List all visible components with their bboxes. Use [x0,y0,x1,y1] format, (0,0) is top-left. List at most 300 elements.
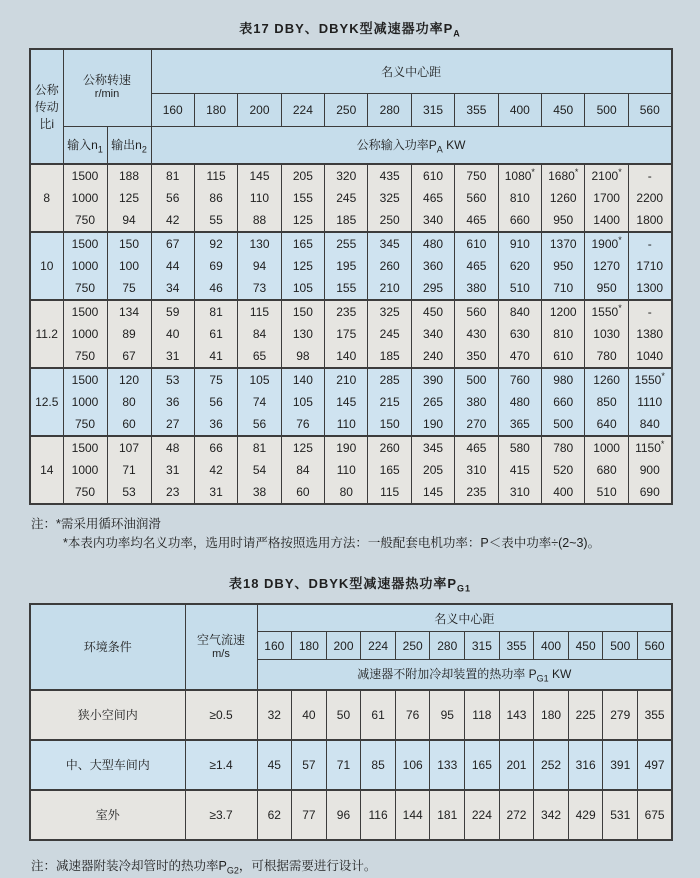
cell-line: 94 [252,258,267,273]
cell-line: 53 [166,372,180,387]
cell-line: 270 [466,416,487,431]
thermal-power-value: 272 [499,790,534,840]
cell-line: 31 [209,484,223,499]
cell-line: 185 [379,348,400,363]
cell-line: 115 [380,484,400,499]
power-value-cell [325,232,368,300]
thermal-power-value: 77 [292,790,327,840]
cell-line: 185 [336,212,357,227]
thermal-power-subheader: 减速器不附加冷却装置的热功率 $P_{G1}$ KW [257,660,672,690]
cell-line: 435 [379,168,400,183]
cell-line: 380 [466,280,487,295]
cell-line: 265 [423,394,444,409]
cell-line: 36 [166,394,180,409]
cell-line: 53 [122,484,136,499]
cell-line: - [647,236,652,251]
cell-line: 150 [379,416,400,431]
power-value-cell [455,436,498,504]
power-value-cell [194,164,237,232]
power-value-cell [455,368,498,436]
cell-line: 510 [596,484,617,499]
environment-row [30,790,672,840]
cell-line: 125 [292,212,313,227]
cell-line: - [647,304,652,319]
thermal-power-table [29,603,673,841]
ratio-group-row [30,368,672,436]
power-value-cell [628,232,671,300]
cell-line: 750 [74,280,96,295]
ratio-header: 公称传动比i [30,49,63,164]
cell-line: 465 [466,258,487,273]
cell-line: 41 [209,348,223,363]
cell-line: 680 [596,462,617,477]
thermal-power-value: 675 [638,790,673,840]
cell-line: 44 [166,258,180,273]
cell-line: 780 [553,440,574,455]
cell-line: 245 [336,190,357,205]
cell-line: 145 [336,394,357,409]
air-speed-label: 空气流速 [196,632,245,647]
thermal-power-value: 342 [534,790,569,840]
cell-line: 1080* [504,166,535,183]
cell-line: 150 [292,304,313,319]
output-speed-cell [107,300,151,368]
cell-line: 75 [209,372,223,387]
output-speed-cell [107,164,151,232]
cell-line: 1110 [637,394,663,409]
center-distance-col: 250 [395,632,430,660]
cell-line: 145 [249,168,270,183]
cell-line: 1260 [549,190,577,205]
cell-line: 195 [336,258,357,273]
cell-line: 350 [466,348,487,363]
air-speed-value: ≥1.4 [185,740,257,790]
thermal-power-value: 143 [499,690,534,740]
thermal-power-value: 61 [361,690,396,740]
power-value-cell [628,164,671,232]
cell-line: 115 [206,168,226,183]
thermal-power-value: 85 [361,740,396,790]
cell-line: 105 [292,394,313,409]
cell-line: 84 [252,326,267,341]
thermal-power-value: 201 [499,740,534,790]
power-value-cell [194,436,237,504]
cell-line: 320 [336,168,357,183]
output-speed-cell [107,232,151,300]
nominal-input-power-header: 公称输入功率$P_A$ KW [151,127,672,164]
cell-line: 23 [166,484,180,499]
cell-line: 710 [553,280,574,295]
cell-line: 125 [292,440,313,455]
cell-line: 240 [423,348,444,363]
center-distance-col: 560 [638,632,673,660]
power-value-cell [498,164,541,232]
cell-line: 260 [379,440,400,455]
power-value-cell [151,300,194,368]
thermal-power-value: 165 [465,740,500,790]
cell-line: 74 [252,394,267,409]
ratio-group-row [30,232,672,300]
cell-line: 145 [423,484,444,499]
cell-line: 115 [249,304,270,319]
cell-line: 480 [509,394,530,409]
cell-line: 140 [336,348,357,363]
air-speed-value: ≥0.5 [185,690,257,740]
table17-note-line2: *本表内功率均名义功率，选用时请严格按照选用方法：一般配套电机功率：P＜表中功率÷(2~3)。 [63,535,601,550]
cell-line: 840 [639,416,660,431]
thermal-power-value: 76 [395,690,430,740]
cell-line: 1000 [71,462,99,477]
thermal-power-value: 224 [465,790,500,840]
power-value-cell [238,232,281,300]
cell-line: 910 [509,236,530,251]
power-value-cell [628,300,671,368]
center-distance-header: 名义中心距 [151,49,672,94]
power-value-cell [151,436,194,504]
cell-line: 1000 [71,394,99,409]
power-value-cell [411,164,454,232]
cell-line: 86 [209,190,223,205]
cell-line: 750 [74,212,96,227]
cell-line: 245 [379,326,400,341]
cell-line: 285 [379,372,400,387]
thermal-power-value: 118 [465,690,500,740]
cell-line: 59 [166,304,180,319]
cell-line: 900 [639,462,660,477]
power-value-cell [585,232,628,300]
cell-line: 31 [166,462,180,477]
thermal-power-value: 252 [534,740,569,790]
cell-line: 465 [466,212,487,227]
cell-line: 950 [596,280,617,295]
cell-line: 1200 [549,304,577,319]
cell-line: 46 [209,280,223,295]
cell-line: 210 [336,372,357,387]
cell-line: 80 [122,394,136,409]
cell-line: 1680* [548,166,579,183]
cell-line: 31 [166,348,180,363]
cell-line: 1500 [71,372,99,387]
thermal-power-value: 40 [292,690,327,740]
cell-line: 1400 [593,212,620,227]
power-value-cell [151,164,194,232]
cell-line: 27 [166,416,180,431]
power-value-cell [238,436,281,504]
cell-line: 325 [379,304,400,319]
ratio-value: 12.5 [30,368,63,436]
cell-line: 120 [118,372,140,387]
power-value-cell [542,300,585,368]
thermal-power-value: 45 [257,740,292,790]
output-speed-cell [107,368,151,436]
cell-line: 81 [166,168,180,183]
power-value-cell [238,164,281,232]
power-value-cell [585,300,628,368]
cell-line: 465 [466,440,487,455]
center-distance-header: 名义中心距 [257,604,672,632]
cell-line: 98 [296,348,310,363]
cell-line: 190 [336,440,357,455]
cell-line: 94 [122,212,136,227]
cell-line: 750 [74,348,96,363]
table17-title-text: 表17 DBY、DBYK型减速器功率P [239,21,454,36]
cell-line: 390 [423,372,444,387]
nominal-speed-header [63,49,151,127]
cell-line: 400 [553,484,574,499]
power-value-cell [411,232,454,300]
cell-line: 295 [423,280,444,295]
cell-line: 84 [296,462,310,477]
nominal-speed-unit: r/min [94,88,120,101]
cell-line: 1550* [634,370,665,387]
cell-line: 150 [118,236,140,251]
power-rating-table [29,48,673,505]
cell-line: 110 [336,462,356,477]
cell-line: 345 [423,440,444,455]
cell-line: 760 [509,372,530,387]
cell-line: 1700 [593,190,620,205]
cell-line: 34 [166,280,180,295]
cell-line: 415 [509,462,530,477]
cell-line: 2200 [636,190,664,205]
power-value-cell [325,436,368,504]
power-value-cell [151,368,194,436]
cell-line: 1500 [71,440,99,455]
center-distance-col: 224 [361,632,396,660]
cell-line: 255 [336,236,357,251]
environment-condition: 室外 [30,790,185,840]
cell-line: 310 [509,484,530,499]
cell-line: 500 [466,372,487,387]
cell-line: 92 [209,236,223,251]
cell-line: 67 [122,348,136,363]
cell-line: 56 [209,394,223,409]
ratio-value: 11.2 [30,300,63,368]
power-value-cell [628,436,671,504]
power-value-cell [498,232,541,300]
cell-line: 215 [379,394,400,409]
cell-line: 42 [209,462,223,477]
cell-line: 36 [209,416,223,431]
cell-line: 610 [553,348,574,363]
power-value-cell [194,232,237,300]
power-value-cell [585,436,628,504]
cell-line: 73 [252,280,267,295]
cell-line: 155 [292,190,313,205]
cell-line: 360 [423,258,444,273]
center-distance-col: 200 [238,94,281,127]
cell-line: 500 [553,416,574,431]
cell-line: 630 [509,326,530,341]
cell-line: 125 [118,190,140,205]
power-value-cell [368,300,411,368]
thermal-power-value: 144 [395,790,430,840]
cell-line: 1380 [636,326,664,341]
cell-line: 1000 [593,440,620,455]
power-value-cell [411,368,454,436]
power-value-cell [281,300,324,368]
cell-line: 810 [553,326,574,341]
thermal-power-value: 106 [395,740,430,790]
power-value-cell [325,164,368,232]
cell-line: 840 [509,304,530,319]
cell-line: 1030 [593,326,620,341]
cell-line: 750 [74,484,96,499]
cell-line: 88 [252,212,267,227]
power-value-cell [585,164,628,232]
power-value-cell [281,164,324,232]
environment-condition-header: 环境条件 [30,604,185,690]
cell-line: 235 [336,304,357,319]
power-value-cell [238,300,281,368]
cell-line: 190 [423,416,444,431]
cell-line: 81 [252,440,267,455]
ratio-group-row [30,300,672,368]
cell-line: 510 [509,280,530,295]
cell-line: 660 [553,394,574,409]
power-value-cell [455,232,498,300]
power-value-cell [498,368,541,436]
cell-line: 850 [596,394,617,409]
cell-line: 430 [466,326,487,341]
output-speed-cell [107,436,151,504]
cell-line: 1150* [635,438,665,455]
thermal-power-value: 57 [292,740,327,790]
cell-line: 205 [292,168,313,183]
input-speed-cell [63,300,107,368]
cell-line: 56 [166,190,180,205]
cell-line: 1040 [636,348,664,363]
air-speed-header [185,604,257,690]
table17-note-line1: 注：*需采用循环油润滑 [31,516,161,531]
cell-line: 130 [249,236,270,251]
cell-line: 780 [596,348,617,363]
power-value-cell [368,368,411,436]
cell-line: 750 [74,416,96,431]
input-speed-cell [63,164,107,232]
output-speed-header: 输出$n_2$ [107,127,151,164]
center-distance-col: 400 [534,632,569,660]
thermal-power-value: 279 [603,690,638,740]
cell-line: 380 [466,394,487,409]
cell-line: 134 [118,304,140,319]
thermal-power-value: 355 [638,690,673,740]
thermal-power-value: 95 [430,690,465,740]
power-value-cell [325,368,368,436]
cell-line: 260 [379,258,400,273]
cell-line: 81 [209,304,223,319]
cell-line: 520 [553,462,574,477]
power-value-cell [151,232,194,300]
environment-row [30,690,672,740]
cell-line: 42 [166,212,180,227]
power-value-cell [542,368,585,436]
power-value-cell [455,164,498,232]
cell-line: 325 [379,190,400,205]
table18-title [29,573,671,594]
thermal-power-value: 133 [430,740,465,790]
table18-title-subscript: G1 [457,583,472,594]
thermal-power-value: 391 [603,740,638,790]
power-value-cell [585,368,628,436]
cell-line: 100 [118,258,140,273]
ratio-group-row [30,436,672,504]
cell-line: 1500 [71,168,99,183]
cell-line: 165 [292,236,313,251]
cell-line: 980 [553,372,574,387]
cell-line: 560 [466,190,487,205]
thermal-power-value: 116 [361,790,396,840]
power-value-cell [411,300,454,368]
cell-line: 76 [296,416,310,431]
thermal-power-value: 181 [430,790,465,840]
power-value-cell [542,164,585,232]
power-value-cell [455,300,498,368]
cell-line: 450 [423,304,444,319]
center-distance-col: 250 [325,94,368,127]
input-speed-cell [63,232,107,300]
cell-line: - [647,168,652,183]
input-speed-cell [63,368,107,436]
cell-line: 175 [336,326,357,341]
cell-line: 65 [252,348,267,363]
power-value-cell [238,368,281,436]
cell-line: 105 [249,372,270,387]
table17-notes [31,515,671,554]
input-speed-cell [63,436,107,504]
power-value-cell [194,368,237,436]
cell-line: 640 [596,416,617,431]
cell-line: 71 [122,462,136,477]
cell-line: 130 [292,326,313,341]
cell-line: 60 [296,484,310,499]
center-distance-col: 500 [603,632,638,660]
environment-condition: 中、大型车间内 [30,740,185,790]
cell-line: 365 [509,416,530,431]
cell-line: 310 [466,462,487,477]
environment-condition: 狭小空间内 [30,690,185,740]
cell-line: 107 [118,440,140,455]
center-distance-col: 280 [368,94,411,127]
cell-line: 1300 [636,280,664,295]
ratio-value: 10 [30,232,63,300]
cell-line: 1550* [591,302,622,319]
cell-line: 340 [423,326,444,341]
center-distance-col: 160 [151,94,194,127]
thermal-power-value: 96 [326,790,361,840]
thermal-power-value: 32 [257,690,292,740]
center-distance-col: 400 [498,94,541,127]
cell-line: 140 [292,372,313,387]
center-distance-col: 160 [257,632,292,660]
power-value-cell [498,300,541,368]
table17-title [29,18,671,39]
environment-row [30,740,672,790]
cell-line: 1270 [593,258,620,273]
cell-line: 75 [122,280,136,295]
air-speed-value: ≥3.7 [185,790,257,840]
thermal-power-value: 71 [326,740,361,790]
ratio-value: 14 [30,436,63,504]
cell-line: 1800 [636,212,664,227]
cell-line: 89 [122,326,136,341]
power-value-cell [325,300,368,368]
thermal-power-value: 225 [568,690,603,740]
cell-line: 610 [423,168,444,183]
cell-line: 2100* [591,166,622,183]
cell-line: 340 [423,212,444,227]
cell-line: 56 [252,416,267,431]
